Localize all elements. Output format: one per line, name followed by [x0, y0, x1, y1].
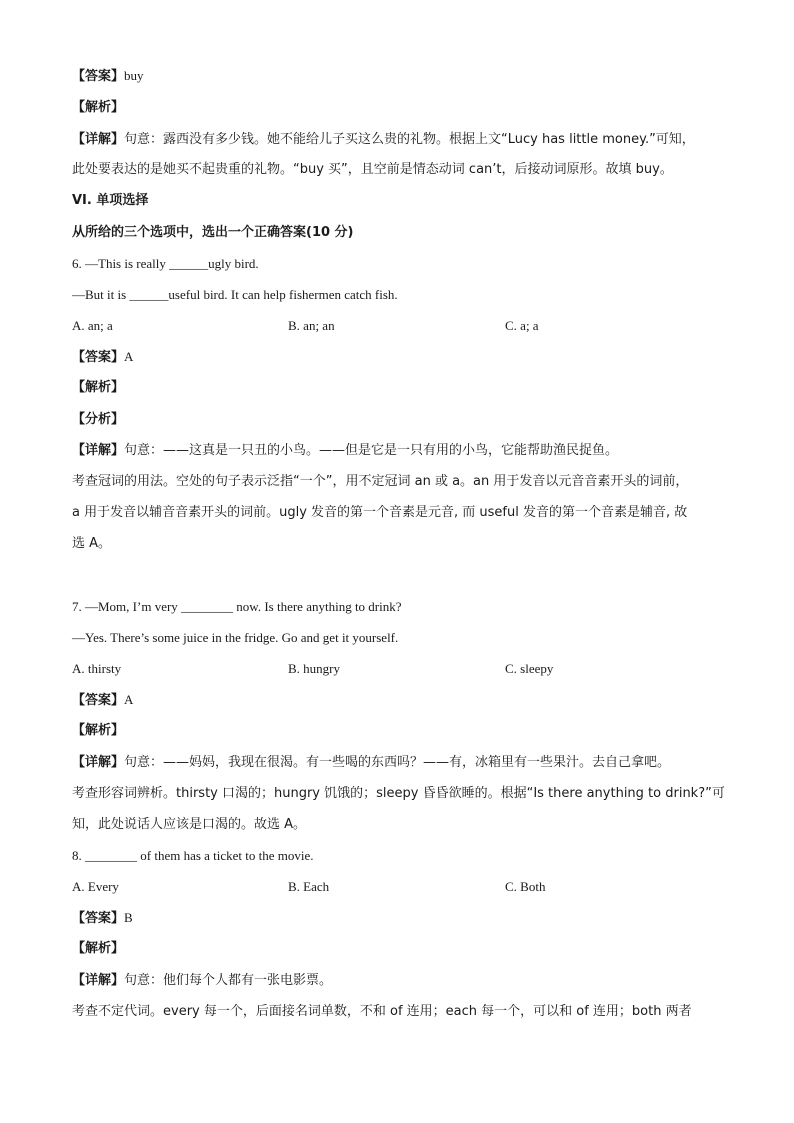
answer-value: A: [124, 349, 134, 364]
q7-option-b: B. hungry: [288, 661, 340, 676]
detail-text: 句意：他们每个人都有一张电影票。: [124, 973, 333, 988]
q5-answer-line: [72, 67, 734, 86]
analysis-tag: 【解析】: [72, 100, 125, 115]
q6-analysis-tag: [72, 379, 734, 397]
q6-stem-1: 6. —This is really ______ugly bird.: [72, 256, 259, 271]
q6-option-a: A. an; a: [72, 318, 113, 333]
analysis-tag: 【解析】: [72, 941, 125, 956]
q5-analysis-tag: [72, 99, 734, 117]
q6-detail-line-4: 选 A。: [72, 536, 112, 551]
analysis-tag: 【解析】: [72, 723, 125, 738]
q8-detail-line-1: [72, 972, 734, 990]
q6-detail-line-3: a 用于发音以辅音音素开头的词前。ugly 发音的第一个音素是元音, 而 useful 发音的第一个音素是辅音, 故: [72, 505, 688, 520]
q6-option-b: B. an; an: [288, 318, 335, 333]
q7-detail-line-2: 考查形容词辨析。thirsty 口渴的；hungry 饥饿的；sleepy 昏昏欲睡的。根据“Is there anything to drink?”可: [72, 786, 725, 801]
q6-fenxi-tag: [72, 411, 734, 429]
q6-answer-line: [72, 348, 734, 367]
answer-value: A: [124, 692, 134, 707]
answer-tag: 【答案】: [72, 911, 125, 926]
q7-stem-1: 7. —Mom, I’m very ________ now. Is there anything to drink?: [72, 599, 402, 614]
q8-answer-line: [72, 909, 734, 928]
detail-text: 句意：露西没有多少钱。她不能给儿子买这么贵的礼物。根据上文“Lucy has little money.”可知，: [124, 132, 695, 147]
q6-option-c: C. a; a: [505, 318, 539, 333]
section-title: VI. 单项选择: [72, 193, 149, 208]
q6-stem-2: —But it is ______useful bird. It can help fishermen catch fish.: [72, 287, 398, 302]
q7-stem-2: —Yes. There’s some juice in the fridge. Go and get it yourself.: [72, 630, 399, 645]
q8-stem-1: 8. ________ of them has a ticket to the movie.: [72, 848, 314, 863]
q6-detail-line-1: [72, 442, 734, 460]
q5-detail-line-2: 此处要表达的是她买不起贵重的礼物。“buy 买”，且空前是情态动词 can’t，后接动词原形。故填 buy。: [72, 162, 673, 177]
section-instruction: 从所给的三个选项中，选出一个正确答案(10 分): [72, 225, 354, 240]
q7-option-a: A. thirsty: [72, 661, 122, 676]
answer-value: B: [124, 910, 133, 925]
q7-option-c: C. sleepy: [505, 661, 554, 676]
answer-tag: 【答案】: [72, 693, 125, 708]
q6-detail-line-2: 考查冠词的用法。空处的句子表示泛指“一个”，用不定冠词 an 或 a。an 用于发音以元音音素开头的词前，: [72, 474, 689, 489]
detail-tag: 【详解】: [72, 973, 125, 988]
answer-value: buy: [124, 68, 144, 83]
detail-text: 句意：——这真是一只丑的小鸟。——但是它是一只有用的小鸟，它能帮助渔民捉鱼。: [124, 443, 619, 458]
q7-analysis-tag: [72, 722, 734, 740]
q8-option-b: B. Each: [288, 879, 330, 894]
detail-tag: 【详解】: [72, 443, 125, 458]
q8-option-a: A. Every: [72, 879, 119, 894]
q7-detail-line-3: 知，此处说话人应该是口渴的。故选 A。: [72, 817, 307, 832]
detail-text: 句意：——妈妈，我现在很渴。有一些喝的东西吗？——有，冰箱里有一些果汁。去自己拿吧。: [124, 755, 671, 770]
q7-detail-line-1: [72, 754, 734, 772]
fenxi-tag: 【分析】: [72, 412, 125, 427]
q5-detail-line-1: [72, 131, 734, 149]
detail-tag: 【详解】: [72, 132, 125, 147]
answer-tag: 【答案】: [72, 69, 125, 84]
q7-answer-line: [72, 691, 734, 710]
q8-analysis-tag: [72, 940, 734, 958]
q8-detail-line-2: 考查不定代词。every 每一个，后面接名词单数，不和 of 连用；each 每一个，可以和 of 连用；both 两者: [72, 1004, 692, 1019]
answer-tag: 【答案】: [72, 350, 125, 365]
q8-option-c: C. Both: [505, 879, 546, 894]
analysis-tag: 【解析】: [72, 380, 125, 395]
detail-tag: 【详解】: [72, 755, 125, 770]
